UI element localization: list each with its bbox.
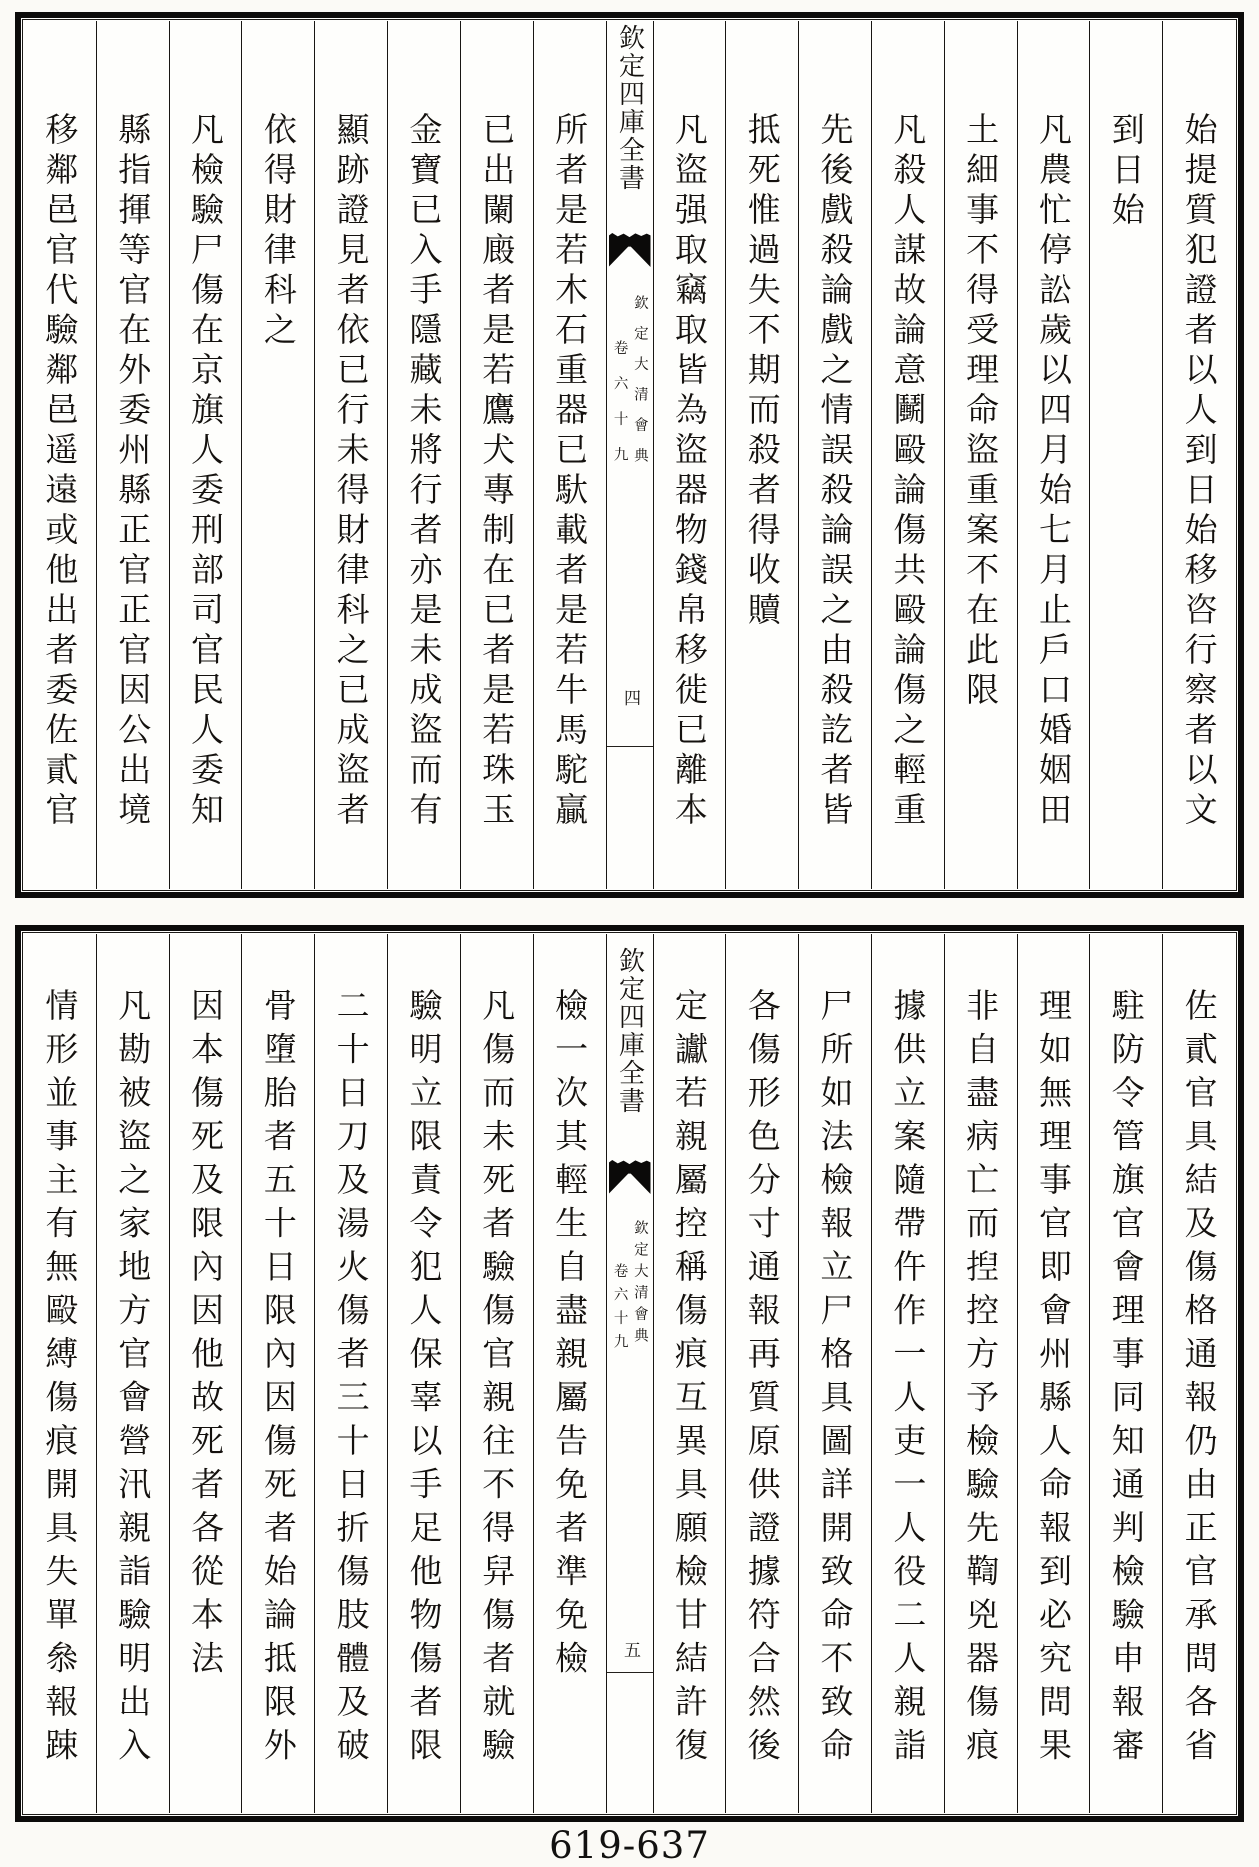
text-column bbox=[653, 934, 726, 1813]
column-text: 凡傷而未死者驗傷官親往不得舁傷者就驗 bbox=[477, 988, 517, 1771]
column-text: 凡檢驗尸傷在京旗人委刑部司官民人委知 bbox=[186, 112, 226, 832]
column-text: 檢一次其輕生自盡親屬告免者準免檢 bbox=[550, 988, 590, 1684]
printed-page-number: 619-637 bbox=[549, 1824, 710, 1867]
column-text: 所者是若木石重器已馱載者是若牛馬駝贏 bbox=[550, 112, 590, 832]
text-column bbox=[96, 21, 169, 889]
collection-title: 欽定四庫全書 bbox=[614, 947, 645, 1115]
column-text: 先後戲殺論戲之情誤殺論誤之由殺訖者皆 bbox=[815, 112, 855, 832]
column-text: 理如無理事官即會州縣人命報到必究問果 bbox=[1033, 988, 1073, 1771]
column-text: 移鄰邑官代驗鄰邑遥遠或他出者委佐貳官 bbox=[40, 112, 80, 832]
volume-label: 卷六十九 bbox=[611, 1263, 628, 1357]
text-column bbox=[169, 934, 242, 1813]
column-text: 縣指揮等官在外委州縣正官正官因公出境 bbox=[113, 112, 153, 832]
text-column bbox=[460, 21, 533, 889]
text-column bbox=[725, 934, 798, 1813]
column-text: 到日始 bbox=[1106, 112, 1146, 232]
column-text: 金寶已入手隱藏未將行者亦是未成盜而有 bbox=[404, 112, 444, 832]
top-page-block bbox=[15, 12, 1244, 898]
text-column bbox=[314, 21, 387, 889]
text-column bbox=[871, 934, 944, 1813]
column-text: 尸所如法檢報立尸格具圖詳開致命不致命 bbox=[815, 988, 855, 1771]
column-text: 據供立案隨帶仵作一人吏一人役二人親詣 bbox=[888, 988, 928, 1771]
column-text: 已出闌廄者是若鷹犬專制在已者是若珠玉 bbox=[477, 112, 517, 832]
folio-number: 四 bbox=[620, 689, 640, 706]
work-title: 欽定大清會典 bbox=[631, 295, 648, 478]
column-text: 二十日刀及湯火傷者三十日折傷肢體及破 bbox=[331, 988, 371, 1771]
text-column bbox=[725, 21, 798, 889]
column-text: 骨墮胎者五十日限內因傷死者始論抵限外 bbox=[258, 988, 298, 1771]
text-column bbox=[1017, 934, 1090, 1813]
text-column bbox=[798, 21, 871, 889]
bottom-columns bbox=[24, 934, 1235, 1813]
text-column bbox=[944, 934, 1017, 1813]
column-text: 非自盡病亡而揑控方予檢驗先鞫兇器傷痕 bbox=[961, 988, 1001, 1771]
text-column bbox=[1017, 21, 1090, 889]
column-text: 抵死惟過失不期而殺者得收贖 bbox=[742, 112, 782, 632]
folio-number: 五 bbox=[620, 1641, 640, 1658]
text-column bbox=[1162, 934, 1235, 1813]
banxin-column bbox=[606, 21, 653, 889]
top-columns bbox=[24, 21, 1235, 889]
bottom-page-block bbox=[15, 925, 1244, 1822]
text-column bbox=[241, 934, 314, 1813]
column-text: 情形並事主有無毆縛傷痕開具失單叅報踈 bbox=[40, 988, 80, 1771]
column-text: 定讞若親屬控稱傷痕互異具願檢甘結許復 bbox=[669, 988, 709, 1771]
folio-divider bbox=[607, 1672, 653, 1673]
column-text: 土細事不得受理命盜重案不在此限 bbox=[961, 112, 1001, 712]
text-column bbox=[96, 934, 169, 1813]
volume-label: 卷六十九 bbox=[611, 340, 628, 482]
text-column bbox=[533, 934, 606, 1813]
column-text: 駐防令管旗官會理事同知通判檢驗申報審 bbox=[1106, 988, 1146, 1771]
column-text: 凡殺人謀故論意鬭毆論傷共毆論傷之輕重 bbox=[888, 112, 928, 832]
text-column bbox=[314, 934, 387, 1813]
fishtail-mark bbox=[609, 1160, 651, 1194]
text-column bbox=[169, 21, 242, 889]
column-text: 佐貳官具結及傷格通報仍由正官承問各省 bbox=[1179, 988, 1219, 1771]
column-text: 凡農忙停訟歲以四月始七月止戶口婚姻田 bbox=[1033, 112, 1073, 832]
text-column bbox=[533, 21, 606, 889]
column-text: 驗明立限責令犯人保辜以手足他物傷者限 bbox=[404, 988, 444, 1771]
text-column bbox=[1089, 934, 1162, 1813]
text-column bbox=[24, 21, 96, 889]
column-text: 因本傷死及限內因他故死者各從本法 bbox=[186, 988, 226, 1684]
text-column bbox=[1162, 21, 1235, 889]
column-text: 凡盜强取竊取皆為盜器物錢帛移徙已離本 bbox=[669, 112, 709, 832]
text-column bbox=[798, 934, 871, 1813]
text-column bbox=[460, 934, 533, 1813]
column-text: 顯跡證見者依已行未得財律科之已成盜者 bbox=[331, 112, 371, 832]
text-column bbox=[387, 934, 460, 1813]
text-column bbox=[944, 21, 1017, 889]
text-column bbox=[653, 21, 726, 889]
column-text: 凡勘被盜之家地方官會營汛親詣驗明出入 bbox=[113, 988, 153, 1771]
column-text: 始提質犯證者以人到日始移咨行察者以文 bbox=[1179, 112, 1219, 832]
column-text: 各傷形色分寸通報再質原供證據符合然後 bbox=[742, 988, 782, 1771]
collection-title: 欽定四庫全書 bbox=[614, 24, 645, 192]
column-text: 依得財律科之 bbox=[258, 112, 298, 352]
text-column bbox=[871, 21, 944, 889]
text-column bbox=[387, 21, 460, 889]
work-title: 欽定大清會典 bbox=[631, 1220, 648, 1349]
text-column bbox=[24, 934, 96, 1813]
text-column bbox=[1089, 21, 1162, 889]
banxin-column bbox=[606, 934, 653, 1813]
text-column bbox=[241, 21, 314, 889]
fishtail-mark bbox=[609, 233, 651, 267]
folio-divider bbox=[607, 746, 653, 747]
